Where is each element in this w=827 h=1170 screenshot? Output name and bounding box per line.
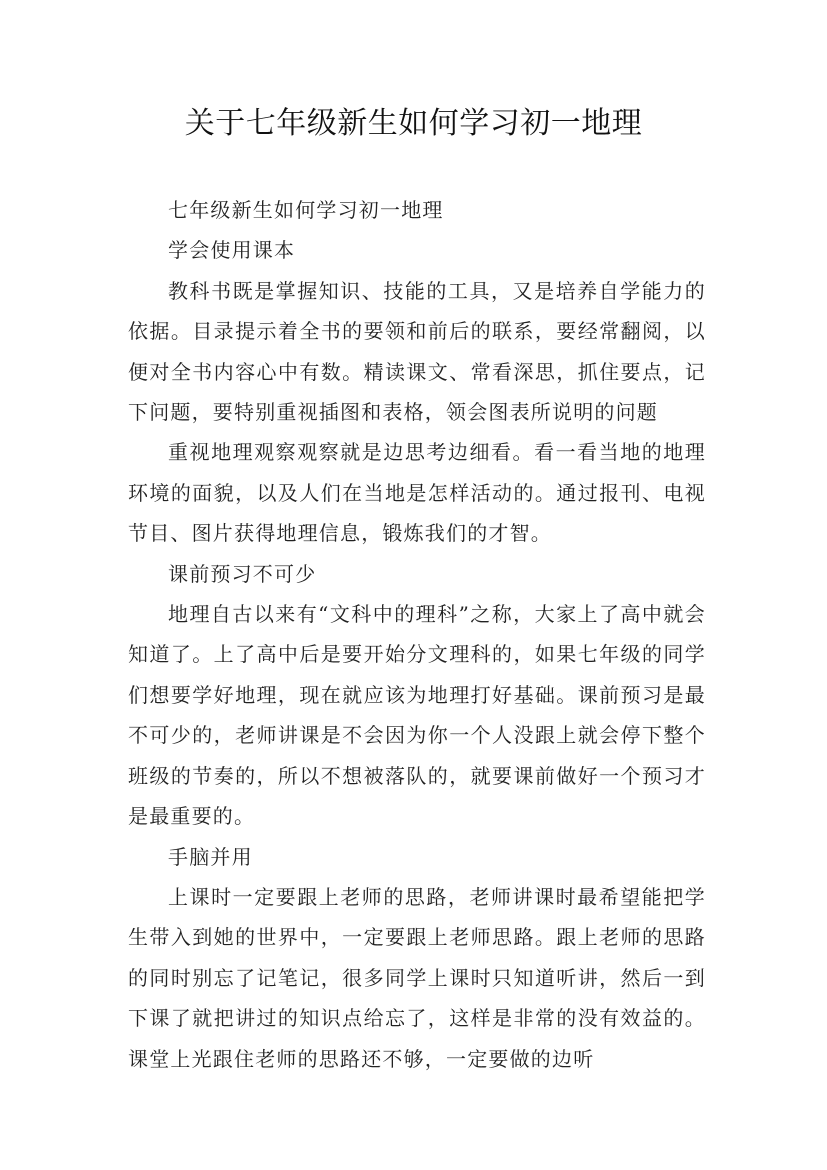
document-body bbox=[128, 190, 706, 1079]
paragraph-preview: 地理自古以来有“文科中的理科”之称，大家上了高中就会知道了。上了高中后是要开始分文理科的，如果七年级的同学们想要学好地理，现在就应该为地理打好基础。课前预习是最不可少的，老师讲课是不会因为你一个人没跟上就会停下整个班级的节奏的，所以不想被落队的，就要课前做好一个预习才是最重要的。 bbox=[128, 602, 706, 829]
paragraph-hands-brain: 上课时一定要跟上老师的思路，老师讲课时最希望能把学生带入到她的世界中，一定要跟上老师思路。跟上老师的思路的同时别忘了记笔记，很多同学上课时只知道听讲，然后一到下课了就把讲过的知识点给忘了，这样是非常的没有效益的。课堂上光跟住老师的思路还不够，一定要做的边听 bbox=[128, 884, 706, 1071]
paragraph-textbook: 教科书既是掌握知识、技能的工具，又是培养自学能力的依据。目录提示着全书的要领和前后的联系，要经常翻阅，以便对全书内容心中有数。精读课文、常看深思，抓住要点，记下问题，要特别重视插图和表格，领会图表所说明的问题 bbox=[128, 278, 706, 425]
section-heading-textbook: 学会使用课本 bbox=[168, 238, 296, 263]
section-heading-preview: 课前预习不可少 bbox=[168, 561, 317, 586]
paragraph-subtitle: 七年级新生如何学习初一地理 bbox=[168, 198, 444, 222]
document-title: 关于七年级新生如何学习初一地理 bbox=[184, 106, 643, 141]
paragraph-observation: 重视地理观察观察就是边思考边细看。看一看当地的地理环境的面貌，以及人们在当地是怎样活动的。通过报刊、电视节目、图片获得地理信息，锻炼我们的才智。 bbox=[128, 440, 706, 546]
section-heading-hands-brain: 手脑并用 bbox=[168, 844, 253, 869]
